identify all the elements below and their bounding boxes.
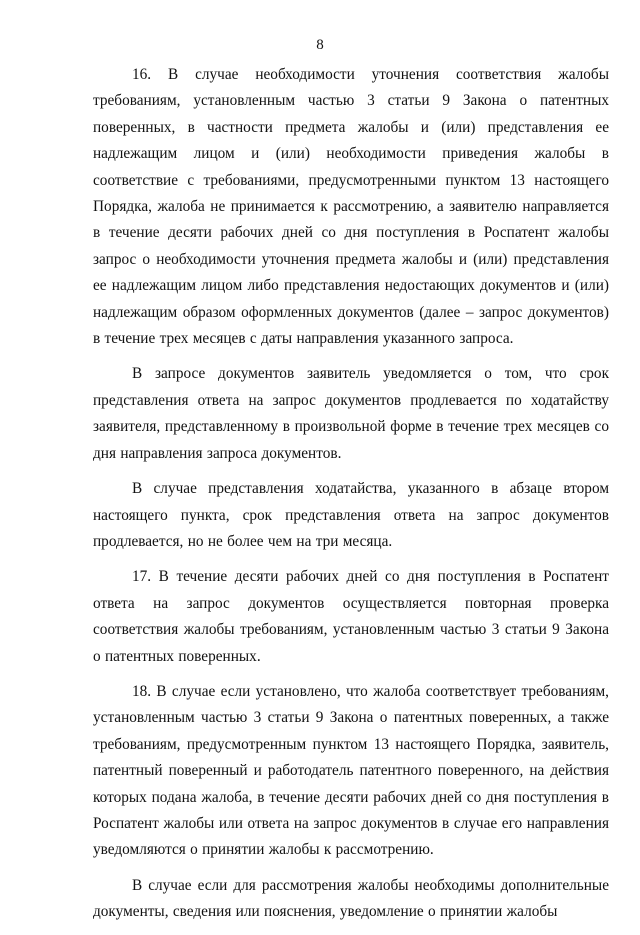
document-body (93, 62, 609, 935)
paragraph-16: 16. В случае необходимости уточнения соответствия жалобы требованиям, установленным частью 3 статьи 9 Закона о патентных поверенных, в частности предмета жалобы и (или) представления ее надлежащим лицом и (или) необходимости приведения жалобы в соответствие с требованиями, предусмотренными пунктом 13 настоящего Порядка, жалоба не принимается к рассмотрению, а заявителю направляется в течение десяти рабочих дней со дня поступления в Роспатент жалобы запрос о необходимости уточнения предмета жалобы и (или) представления ее надлежащим лицом либо представления недостающих документов и (или) надлежащим образом оформленных документов (далее – запрос документов) в течение трех месяцев с даты направления указанного запроса. (93, 66, 609, 348)
paragraph-18-additional-documents: В случае если для рассмотрения жалобы необходимы дополнительные документы, сведения или пояснения, уведомление о принятии жалобы (93, 876, 609, 921)
paragraph-16-request-notice: В запросе документов заявитель уведомляется о том, что срок представления ответа на запрос документов продлевается по ходатайству заявителя, представленному в произвольной форме в течение трех месяцев со дня направления запроса документов. (93, 365, 609, 462)
paragraph-17: 17. В течение десяти рабочих дней со дня поступления в Роспатент ответа на запрос документов осуществляется повторная проверка соответствия жалобы требованиям, установленным частью 3 статьи 9 Закона о патентных поверенных. (93, 568, 609, 665)
page-number: 8 (316, 37, 324, 53)
paragraph-16-extension: В случае представления ходатайства, указанного в абзаце втором настоящего пункта, срок представления ответа на запрос документов продлевается, но не более чем на три месяца. (93, 480, 609, 550)
paragraph-18: 18. В случае если установлено, что жалоба соответствует требованиям, установленным частью 3 статьи 9 Закона о патентных поверенных, а также требованиям, предусмотренным пунктом 13 настоящего Порядка, заявитель, патентный поверенный и работодатель патентного поверенного, на действия которых подана жалоба, в течение десяти рабочих дней со дня поступления в Роспатент жалобы или ответа на запрос документов в случае его направления уведомляются о принятии жалобы к рассмотрению. (93, 682, 609, 859)
